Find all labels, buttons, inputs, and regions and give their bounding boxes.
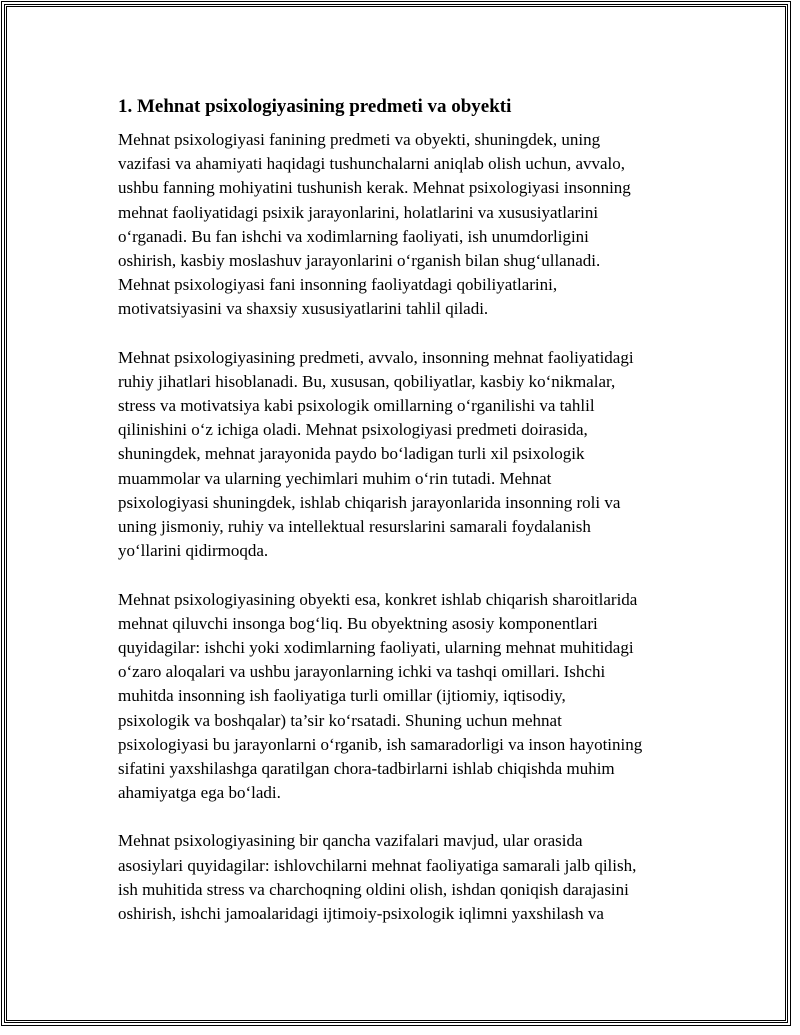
text-line: Mehnat psixologiyasining obyekti esa, konkret ishlab chiqarish sharoitlarida: [118, 589, 638, 609]
text-line: Mehnat psixologiyasi fanining predmeti va obyekti, shuningdek, uning: [118, 130, 601, 149]
text-line: uning jismoniy, ruhiy va intellektual resurslarini samarali foydalanish: [118, 517, 591, 536]
text-line: motivatsiyasini va shaxsiy xususiyatlarini tahlil qiladi.: [118, 299, 489, 319]
text-line: quyidagilar: ishchi yoki xodimlarning faoliyati, ularning mehnat muhitidagi: [118, 637, 634, 657]
document-page: [118, 94, 693, 950]
text-line: Mehnat psixologiyasining bir qancha vazifalari mavjud, ular orasida: [118, 831, 583, 851]
text-line: ushbu fanning mohiyatini tushunish kerak. Mehnat psixologiyasi insonning: [118, 178, 631, 198]
text-line: oshirish, kasbiy moslashuv jarayonlarini o‘rganish bilan shug‘ullanadi.: [118, 250, 601, 270]
text-line: mehnat qiluvchi insonga bog‘liq. Bu obyektning asosiy komponentlari: [118, 613, 598, 633]
text-line: ruhiy jihatlari hisoblanadi. Bu, xususan, qobiliyatlar, kasbiy ko‘nikmalar,: [118, 371, 616, 391]
text-line: oshirish, ishchi jamoalaridagi ijtimoiy-psixologik iqlimni yaxshilash va: [118, 904, 604, 923]
paragraph: [118, 128, 693, 322]
text-line: Mehnat psixologiyasi fani insonning faoliyatdagi qobiliyatlarini,: [118, 275, 558, 295]
text-line: shuningdek, mehnat jarayonida paydo bo‘ladigan turli xil psixologik: [118, 444, 585, 464]
text-line: sifatini yaxshilashga qaratilgan chora-tadbirlarni ishlab chiqishda muhim: [118, 758, 615, 778]
text-line: mehnat faoliyatidagi psixik jarayonlarini, holatlarini va xususiyatlarini: [118, 202, 599, 222]
paragraph: [118, 588, 693, 806]
text-line: muhitda insonning ish faoliyatiga turli omillar (ijtiomiy, iqtisodiy,: [118, 686, 566, 706]
paragraph: [118, 829, 693, 926]
document-body: [118, 128, 693, 926]
text-line: o‘zaro aloqalari va ushbu jarayonlarning ichki va tashqi omillari. Ishchi: [118, 662, 606, 682]
text-line: qilinishini o‘z ichiga oladi. Mehnat psixologiyasi predmeti doirasida,: [118, 420, 588, 440]
text-line: psixologik va boshqalar) ta’sir ko‘rsatadi. Shuning uchun mehnat: [118, 710, 562, 730]
text-line: yo‘llarini qidirmoqda.: [118, 541, 269, 561]
section-heading: 1. Mehnat psixologiyasining predmeti va obyekti: [118, 96, 512, 117]
text-line: psixologiyasi shuningdek, ishlab chiqarish jarayonlarida insonning roli va: [118, 492, 621, 512]
text-line: ish muhitida stress va charchoqning oldini olish, ishdan qoniqish darajasini: [118, 879, 629, 899]
paragraph: [118, 346, 693, 564]
text-line: asosiylari quyidagilar: ishlovchilarni mehnat faoliyatiga samarali jalb qilish,: [118, 855, 637, 875]
text-line: stress va motivatsiya kabi psixologik omillarning o‘rganilishi va tahlil: [118, 396, 595, 416]
text-line: Mehnat psixologiyasining predmeti, avvalo, insonning mehnat faoliyatidagi: [118, 347, 634, 367]
text-line: ahamiyatga ega bo‘ladi.: [118, 783, 281, 803]
text-line: muammolar va ularning yechimlari muhim o‘rin tutadi. Mehnat: [118, 468, 552, 488]
text-line: o‘rganadi. Bu fan ishchi va xodimlarning faoliyati, ish unumdorligini: [118, 226, 589, 246]
text-line: psixologiyasi bu jarayonlarni o‘rganib, ish samaradorligi va inson hayotining: [118, 734, 643, 754]
text-line: vazifasi va ahamiyati haqidagi tushunchalarni aniqlab olish uchun, avvalo,: [118, 154, 626, 174]
